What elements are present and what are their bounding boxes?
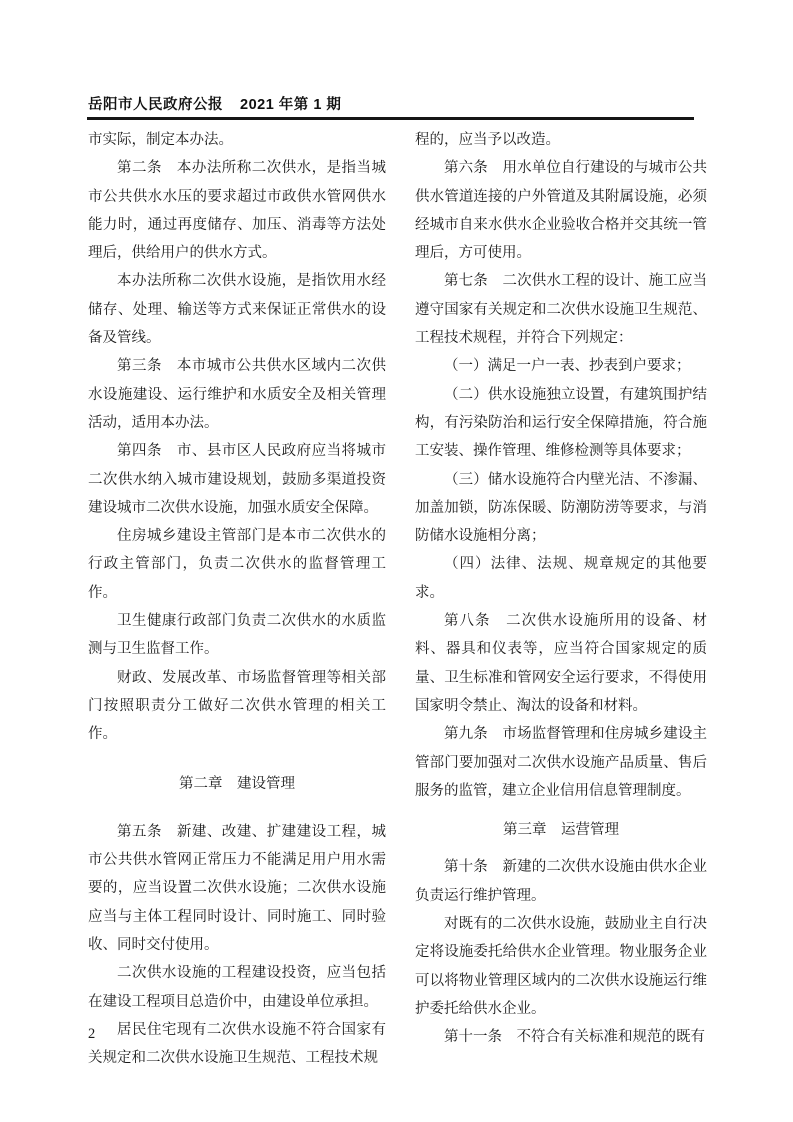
paragraph: 第九条 市场监督管理和住房城乡建设主管部门要加强对二次供水设施产品质量、售后服务的监管，建立企业信用信息管理制度。 bbox=[415, 726, 707, 799]
paragraph: 第五条 新建、改建、扩建建设工程，城市公共供水管网正常压力不能满足用户用水需要的，应当设置二次供水设施；二次供水设施应当与主体工程同时设计、同时施工、同时验收、同时交付使用。 bbox=[88, 823, 386, 954]
paragraph: 第十条 新建的二次供水设施由供水企业负责运行维护管理。 bbox=[415, 859, 707, 904]
chapter-heading: 第二章 建设管理 bbox=[179, 775, 295, 792]
paragraph: （三）储水设施符合内壁光洁、不渗漏、加盖加锁，防冻保暖、防潮防涝等要求，与消防储水设施相分离； bbox=[415, 471, 707, 545]
right-column bbox=[415, 126, 707, 1052]
paragraph: 程的，应当予以改造。 bbox=[415, 132, 560, 148]
paragraph: 财政、发展改革、市场监督管理等相关部门按照职责分工做好二次供水管理的相关工作。 bbox=[88, 669, 386, 743]
paragraph: 第四条 市、县市区人民政府应当将城市二次供水纳入城市建设规划，鼓励多渠道投资建设城市二次供水设施，加强水质安全保障。 bbox=[88, 443, 386, 516]
paragraph: （四）法律、法规、规章规定的其他要求。 bbox=[415, 556, 707, 601]
paragraph: 第七条 二次供水工程的设计、施工应当遵守国家有关规定和二次供水设施卫生规范、工程技术规程，并符合下列规定： bbox=[415, 273, 707, 347]
paragraph: 住房城乡建设主管部门是本市二次供水的行政主管部门，负责二次供水的监督管理工作。 bbox=[88, 528, 386, 601]
gazette-title: 岳阳市人民政府公报 bbox=[88, 97, 223, 113]
running-header bbox=[88, 96, 341, 114]
paragraph: 对既有的二次供水设施，鼓励业主自行决定将设施委托给供水企业管理。物业服务企业可以将物业管理区域内的二次供水设施运行维护委托给供水企业。 bbox=[415, 916, 707, 1017]
issue-label: 2021 年第 1 期 bbox=[240, 97, 342, 113]
chapter-heading: 第三章 运营管理 bbox=[503, 822, 619, 839]
paragraph: 市实际，制定本办法。 bbox=[88, 132, 233, 148]
paragraph: 第二条 本办法所称二次供水，是指当城市公共供水水压的要求超过市政供水管网供水能力时，通过再度储存、加压、消毒等方法处理后，供给用户的供水方式。 bbox=[88, 160, 386, 262]
left-column bbox=[88, 126, 386, 1073]
page-number: 2 bbox=[88, 1026, 96, 1042]
paragraph: 二次供水设施的工程建设投资，应当包括在建设工程项目总造价中，由建设单位承担。 bbox=[88, 965, 386, 1010]
paragraph: 卫生健康行政部门负责二次供水的水质监测与卫生监督工作。 bbox=[88, 613, 386, 658]
paragraph: 第八条 二次供水设施所用的设备、材料、器具和仪表等，应当符合国家规定的质量、卫生标准和管网安全运行要求，不得使用国家明令禁止、淘汰的设备和材料。 bbox=[415, 613, 707, 714]
paragraph: （一）满足一户一表、抄表到户要求； bbox=[444, 358, 691, 375]
paragraph: 居民住宅现有二次供水设施不符合国家有关规定和二次供水设施卫生规范、工程技术规 bbox=[88, 1021, 386, 1067]
paragraph: 第三条 本市城市公共供水区域内二次供水设施建设、运行维护和水质安全及相关管理活动，适用本办法。 bbox=[88, 358, 386, 431]
paragraph: 第十一条 不符合有关标准和规范的既有 bbox=[444, 1029, 705, 1046]
paragraph: 第六条 用水单位自行建设的与城市公共供水管道连接的户外管道及其附属设施，必须经城市自来水供水企业验收合格并交其统一管理后，方可使用。 bbox=[415, 160, 707, 262]
paragraph: 本办法所称二次供水设施，是指饮用水经储存、处理、输送等方式来保证正常供水的设备及管线。 bbox=[88, 273, 386, 347]
paragraph: （二）供水设施独立设置，有建筑围护结构，有污染防治和运行安全保障措施，符合施工安装、操作管理、维修检测等具体要求； bbox=[415, 386, 707, 460]
header-rule bbox=[87, 117, 694, 120]
